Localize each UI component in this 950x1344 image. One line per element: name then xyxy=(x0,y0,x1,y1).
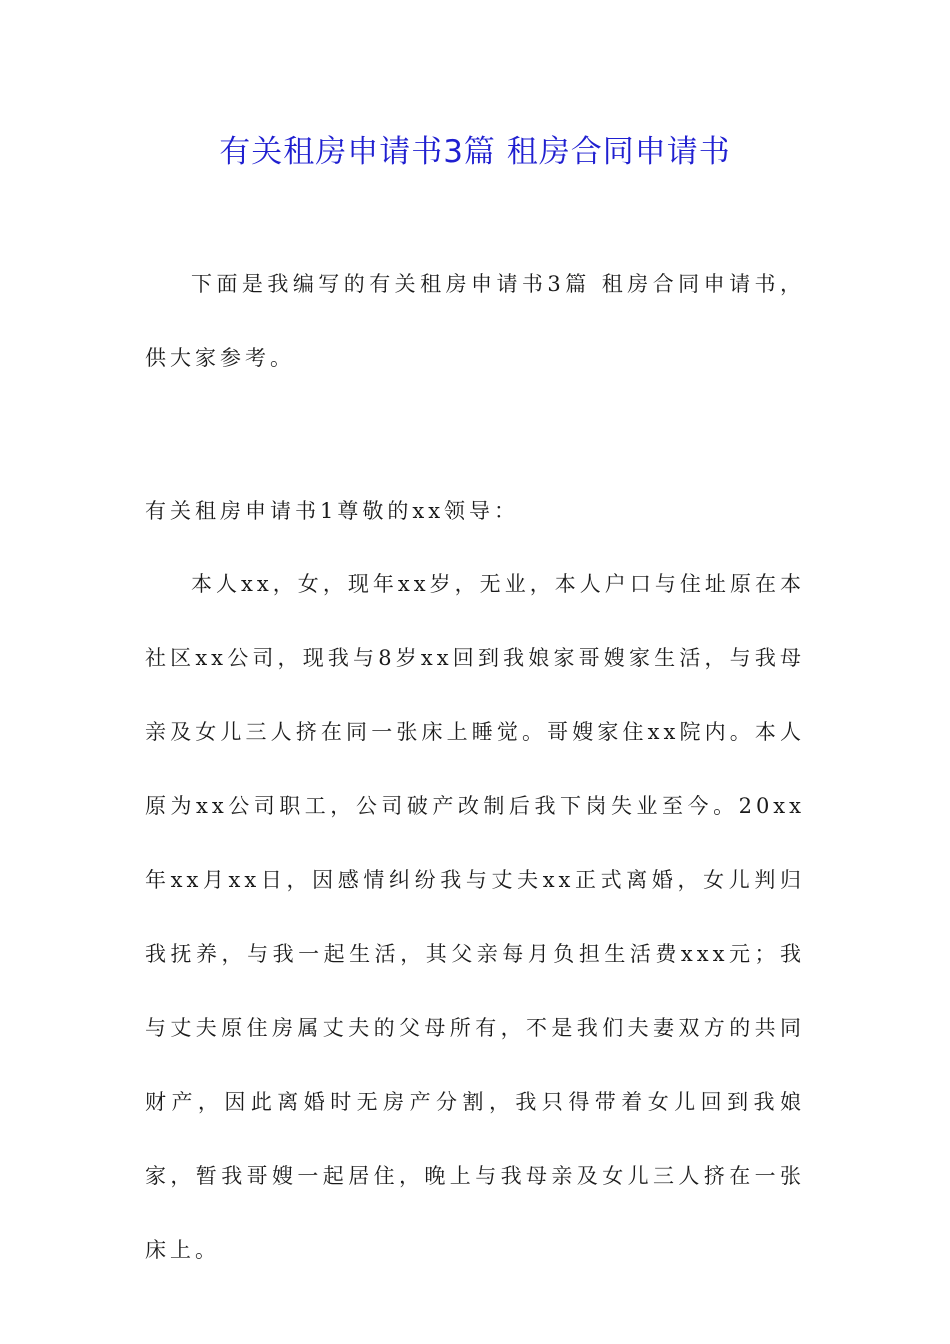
intro-paragraph: 下面是我编写的有关租房申请书3篇 租房合同申请书，供大家参考。 xyxy=(145,272,805,370)
document-title: 有关租房申请书3篇 租房合同申请书 xyxy=(219,134,731,170)
section-heading: 有关租房申请书1尊敬的xx领导： xyxy=(145,499,520,523)
body-paragraph: 本人xx，女，现年xx岁，无业，本人户口与住址原在本社区xx公司，现我与8岁xx回到我娘家哥嫂家生活，与我母亲及女儿三人挤在同一张床上睡觉。哥嫂家住xx院内。本人原为xx公司职工，公司破产改制后我下岗失业至今。20xx年xx月xx日，因感情纠纷我与丈夫xx正式离婚，女儿判归我抚养，与我一起生活，其父亲每月负担生活费xxx元；我与丈夫原住房属丈夫的父母所有，不是我们夫妻双方的共同财产，因此离婚时无房产分割，我只得带着女儿回到我娘家，暂我哥嫂一起居住，晚上与我母亲及女儿三人挤在一张床上。 xyxy=(145,572,805,1262)
